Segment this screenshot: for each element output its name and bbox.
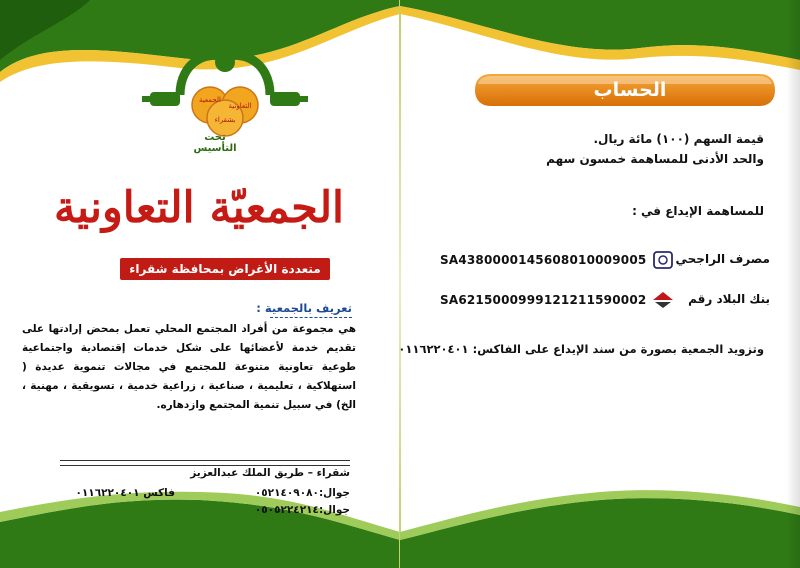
contact-fax: فاكس ٠١١٦٢٢٠٤٠١ xyxy=(75,487,175,499)
deposit-intro: للمساهمة الإيداع في : xyxy=(632,204,764,218)
svg-text:بشقراء: بشقراء xyxy=(214,116,236,124)
bank-row-albilad xyxy=(440,290,770,312)
svg-text:التعاونية: التعاونية xyxy=(228,102,252,110)
bank-name: مصرف الراجحي xyxy=(675,252,770,266)
about-text: هي مجموعة من أفراد المجتمع المحلي تعمل بمحض إرادتها على تقديم خدمة لأعضائها على شكل خدمات إقتصادية واجتماعية طوعية تعاونية متنوعة للمجتمع في مجالات تنموية عديدة ( استهلاكية ، تعليمية ، صناعية ، زراعية خدمية ، تسويقية ، مهنية ، الخ) في سبيل تنمية المجتمع وازدهاره. xyxy=(22,323,356,411)
contact-mobile: جوال:٠٥٠٥٢٢٤٢١٤ xyxy=(254,504,350,516)
contact-address: شقراء – طريق الملك عبدالعزيز xyxy=(190,467,350,479)
fax-note: وتزويد الجمعية بصورة من سند الإيداع على الفاكس: ٠١١٦٢٢٠٤٠١ xyxy=(398,342,764,356)
contact-phone: جوال:٠٥٢١٤٠٩٠٨٠ xyxy=(254,487,350,499)
bank-name: بنك البلاد رقم xyxy=(688,292,770,306)
bank-row-al-rajhi xyxy=(440,250,770,272)
bank-iban[interactable]: SA6215000999121211590002 xyxy=(440,293,647,307)
about-title: تعريف بالجمعية : xyxy=(130,301,352,318)
svg-text:الجمعية: الجمعية xyxy=(199,96,221,104)
share-value: قيمة السهم (١٠٠) مائة ريال. xyxy=(593,132,764,146)
organization-name: الجمعيّة التعاونية xyxy=(53,183,345,233)
contact-divider xyxy=(60,460,350,466)
account-title: الحساب xyxy=(593,79,667,101)
organization-tagline: متعددة الأغراض بمحافظة شقراء xyxy=(120,258,330,280)
albilad-logo-icon xyxy=(652,290,674,310)
bank-iban[interactable]: SA4380000145608010009005 xyxy=(440,253,647,267)
logo-caption: تحت التأسيس xyxy=(193,132,237,154)
minimum-contribution: والحد الأدنى للمساهمة خمسون سهم xyxy=(546,152,764,166)
page-edge-shadow xyxy=(786,0,800,568)
al-rajhi-logo-icon xyxy=(652,250,674,270)
